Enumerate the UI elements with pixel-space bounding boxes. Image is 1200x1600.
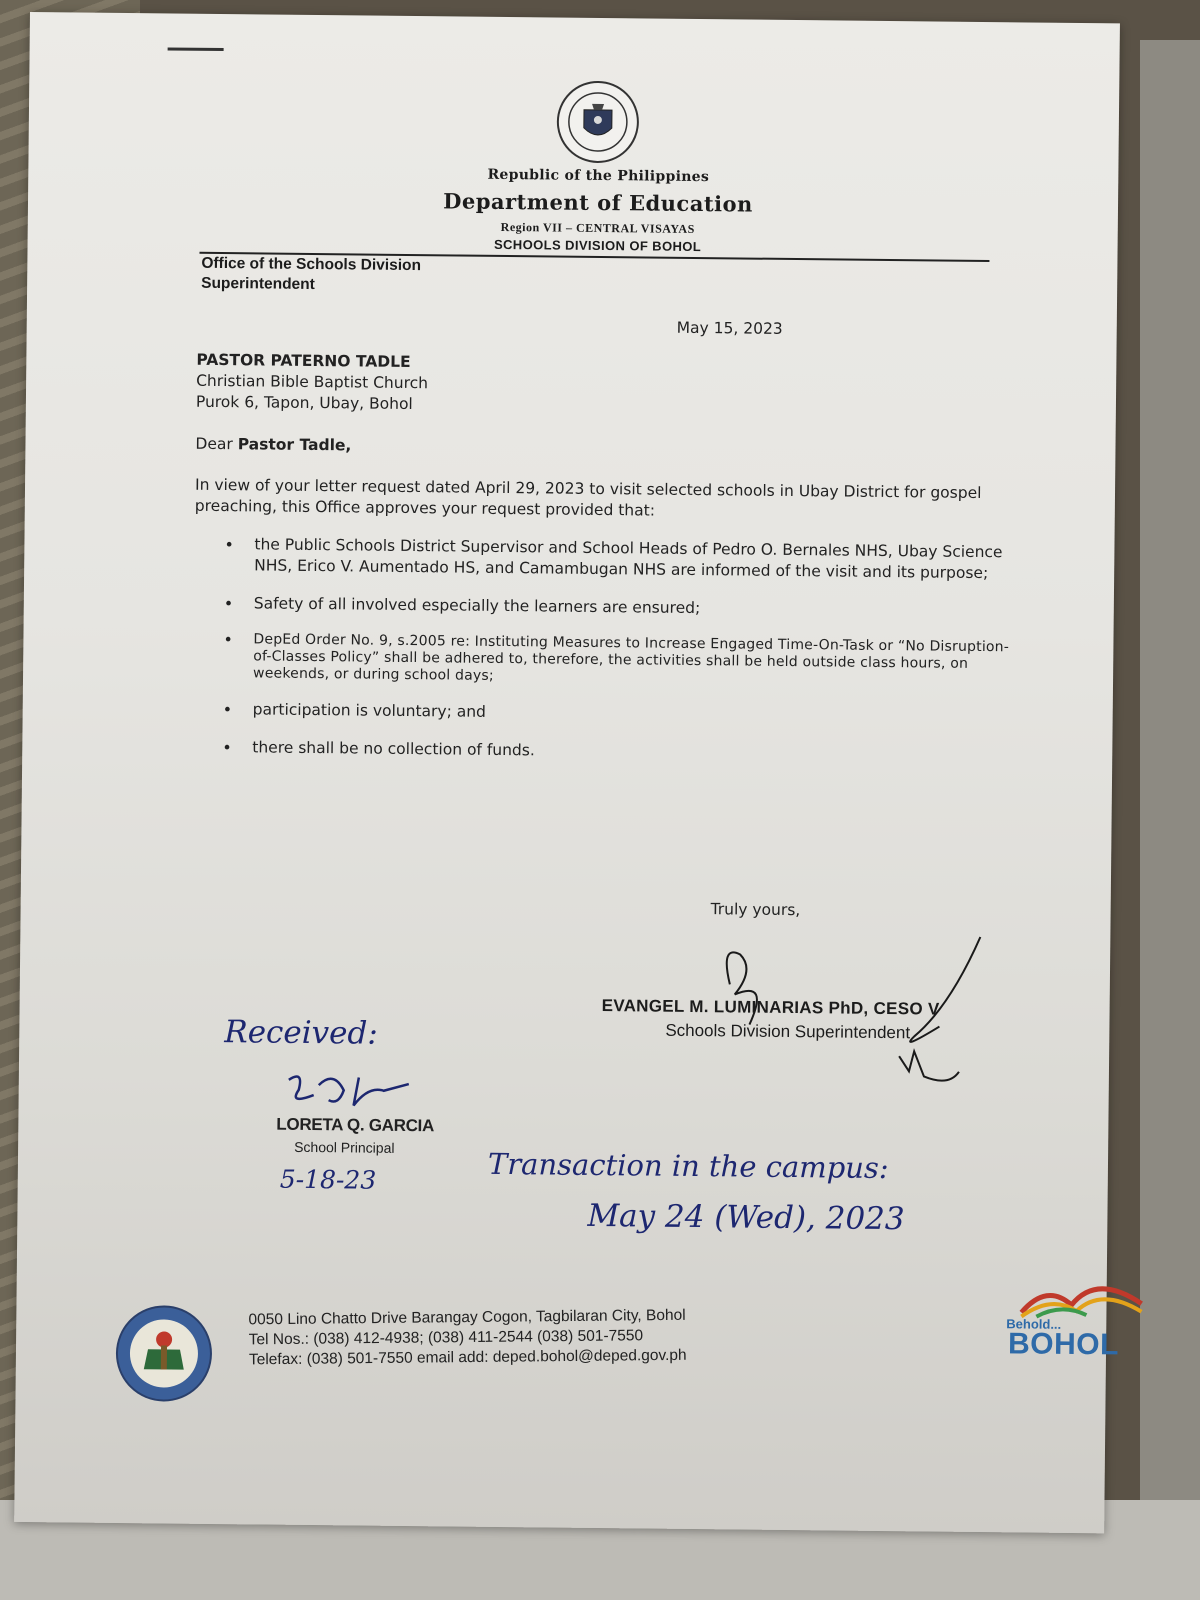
adjacent-sheet xyxy=(1140,40,1200,1600)
logo-tagline: Behold... xyxy=(1006,1316,1062,1332)
received-date: 5-18-23 xyxy=(279,1164,377,1195)
condition-item: • Safety of all involved especially the learners are ensured; xyxy=(194,593,1024,623)
footer-address xyxy=(248,1306,686,1371)
received-note: Received: xyxy=(224,1014,378,1052)
logo-wordmark: BOHOL xyxy=(1007,1327,1120,1362)
salutation-prefix: Dear xyxy=(195,434,238,454)
condition-item: • participation is voluntary; and xyxy=(193,699,1023,729)
superintendent-signature xyxy=(709,924,1031,1097)
footer-email-line: Telefax: (038) 501-7550 email add: deped.bohol@deped.gov.ph xyxy=(248,1346,687,1369)
salutation-name: Pastor Tadle, xyxy=(237,435,352,455)
republic-heading: Republic of the Philippines xyxy=(487,166,710,186)
receiver-signature xyxy=(258,1064,439,1116)
office-name: Office of the Schools Division Superintendent xyxy=(201,254,422,293)
behold-bohol-logo xyxy=(1006,1272,1147,1363)
handwritten-note-line: Transaction in the campus: xyxy=(487,1146,889,1186)
division-heading: SCHOOLS DIVISION OF BOHOL xyxy=(493,236,702,255)
division-seal-icon xyxy=(113,1303,214,1404)
closing: Truly yours, xyxy=(710,900,801,920)
signatory-title: Schools Division Superintendent xyxy=(665,1020,911,1043)
footer-address-line: 0050 Lino Chatto Drive Barangay Cogon, Tagbilaran City, Bohol xyxy=(248,1306,686,1329)
intro-paragraph: In view of your letter request dated April 29, 2023 to visit selected schools in Ubay District for gospel preaching, this Office approves your request provided that: xyxy=(194,475,982,520)
pen-mark xyxy=(168,47,224,51)
letter-date: May 15, 2023 xyxy=(676,318,783,338)
recipient-block xyxy=(196,350,429,415)
condition-item: • the Public Schools District Supervisor and School Heads of Pedro O. Bernales NHS, Ubay Science NHS, Erico V. Aumentado HS, and Camambugan NHS are informed of the visit and its purpose; xyxy=(194,534,1024,585)
region-heading: Region VII – CENTRAL VISAYAS xyxy=(500,219,695,236)
recipient-name: PASTOR PATERNO TADLE xyxy=(196,350,411,372)
signatory-name: EVANGEL M. LUMINARIAS PhD, CESO V xyxy=(601,996,940,1019)
deped-seal-icon xyxy=(555,80,640,165)
conditions-list xyxy=(192,534,1024,784)
receiver-name: LORETA Q. GARCIA xyxy=(276,1114,435,1136)
condition-item: • there shall be no collection of funds. xyxy=(192,737,1022,767)
logo-hills-icon xyxy=(1016,1272,1146,1319)
handwritten-note-date: May 24 (Wed), 2023 xyxy=(587,1197,905,1238)
department-heading: Department of Education xyxy=(443,188,753,217)
letter-page xyxy=(14,12,1120,1533)
salutation xyxy=(195,434,351,457)
receiver-title: School Principal xyxy=(294,1138,395,1156)
footer-phone-line: Tel Nos.: (038) 412-4938; (038) 411-2544 (038) 501-7550 xyxy=(248,1327,644,1349)
recipient-address: Purok 6, Tapon, Ubay, Bohol xyxy=(195,392,413,414)
condition-item: • DepEd Order No. 9, s.2005 re: Instituting Measures to Increase Engaged Time-On-Task or “No Disruption-of-Classes Policy” shall be adhered to, therefore, the activities shall be held outside class hours, on weekends, or during school days; xyxy=(193,631,1023,691)
recipient-organization: Christian Bible Baptist Church xyxy=(196,371,429,393)
